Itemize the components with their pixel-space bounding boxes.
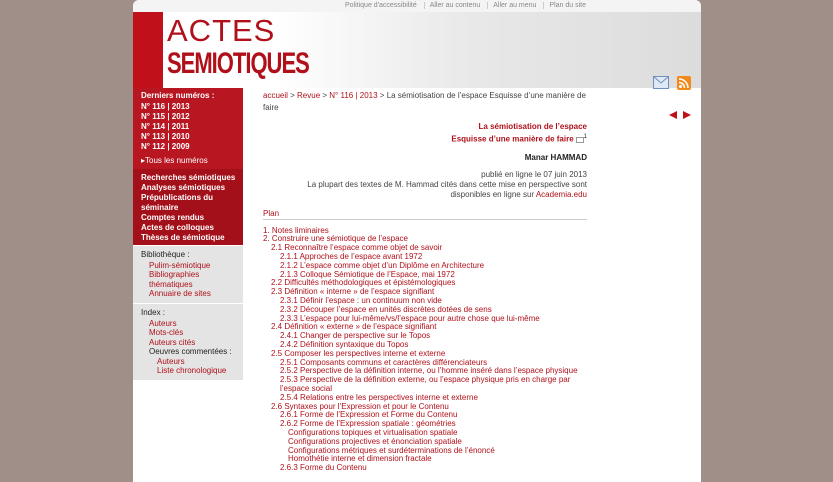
breadcrumb-sep: > xyxy=(377,91,387,100)
main-content xyxy=(263,88,587,473)
toc-item[interactable]: 2.1.3 Colloque Sémiotique de l’Espace, mai 1972 xyxy=(280,269,455,279)
page-container xyxy=(133,0,701,482)
toc-item[interactable]: 2.2 Difficultés méthodologiques et épistémologiques xyxy=(271,278,456,288)
top-navigation xyxy=(133,0,701,12)
toc-item[interactable]: 2.6.2 Forme de l’Expression spatiale : géométries xyxy=(280,419,456,429)
footnote-number[interactable]: 1 xyxy=(583,134,587,140)
toc-item[interactable]: Configurations métriques et surdéterminations de l’énoncé xyxy=(288,445,495,455)
sidebar-link-pulim[interactable]: Pulim-sémiotique xyxy=(149,260,211,270)
toc-item[interactable]: 2.3.2 Découper l’espace en unités discrètes dotées de sens xyxy=(280,304,492,314)
toc-item[interactable]: 2.5.4 Relations entre les perspectives interne et externe xyxy=(280,392,478,402)
all-numbers-link[interactable]: ▸Tous les numéros xyxy=(141,155,208,165)
sidebar-item-113[interactable]: N° 113 | 2010 xyxy=(141,131,190,141)
sitemap-link[interactable]: Plan du site xyxy=(543,2,591,9)
article-note-line1: La plupart des textes de M. Hammad cités dans cette mise en perspective sont xyxy=(307,179,587,189)
logo-title-semiotiques[interactable]: SEMIOTIQUES xyxy=(167,46,309,80)
sidebar-link-bibliographies[interactable]: Bibliographies thématiques xyxy=(149,270,200,289)
toc-item[interactable]: 2.3.1 Définir l’espace : un continuum non vide xyxy=(280,296,442,306)
accessibility-link[interactable]: Politique d'accessibilité xyxy=(344,2,417,9)
logo-red-band xyxy=(133,12,163,88)
toc-item[interactable]: 2.1.2 L’espace comme objet d’un Diplôme en Architecture xyxy=(280,260,485,270)
sidebar-index-block xyxy=(133,303,243,380)
mail-icon[interactable] xyxy=(653,76,669,90)
header-icons xyxy=(647,76,693,90)
breadcrumb-accueil[interactable]: accueil xyxy=(263,91,288,100)
breadcrumb-number[interactable]: N° 116 | 2013 xyxy=(329,91,378,100)
biblio-heading: Bibliothèque : xyxy=(141,249,190,259)
toc-item[interactable]: 2.1 Reconnaître l’espace comme objet de savoir xyxy=(271,243,443,253)
toc-item[interactable]: Configurations projectives et énonciation spatiale xyxy=(288,436,462,446)
toc-item[interactable]: Homothétie interne et dimension fractale xyxy=(288,454,432,464)
prev-arrow-icon[interactable] xyxy=(668,110,678,122)
toc-item[interactable]: 2.5.1 Composants communs et caractères différenciateurs xyxy=(280,357,488,367)
academia-link[interactable]: Academia.edu xyxy=(535,189,587,199)
sidebar-link-oeuvres-auteurs[interactable]: Auteurs xyxy=(157,356,185,366)
skip-to-menu-link[interactable]: Aller au menu xyxy=(487,2,541,9)
article-author: Manar HAMMAD xyxy=(524,152,587,162)
toc-item[interactable]: Configurations topiques et virtualisation spatiale xyxy=(288,427,458,437)
toc-item[interactable]: 2.4.1 Changer de perspective sur le Topos xyxy=(280,331,431,341)
article-navigation xyxy=(668,110,692,122)
toc-item[interactable]: 2.3 Définition « interne » de l’espace signifiant xyxy=(271,287,435,297)
breadcrumb-current: La sémiotisation de l’espace Esquisse d’une manière de faire xyxy=(263,91,586,112)
toc-item[interactable]: 2.4 Définition « externe » de l’espace signifiant xyxy=(271,322,437,332)
sidebar xyxy=(133,88,243,380)
sidebar-item-comptes-rendus[interactable]: Comptes rendus xyxy=(141,213,205,223)
article-note-line2 xyxy=(263,190,587,200)
sidebar-item-116[interactable]: N° 116 | 2013 xyxy=(141,102,190,111)
sidebar-link-auteurs[interactable]: Auteurs xyxy=(149,318,177,328)
sidebar-item-analyses[interactable]: Analyses sémiotiques xyxy=(141,183,226,193)
sidebar-link-annuaire[interactable]: Annuaire de sites xyxy=(149,289,211,299)
table-of-contents xyxy=(263,227,587,473)
sidebar-numbers-block xyxy=(133,88,243,169)
breadcrumb-revue[interactable]: Revue xyxy=(297,91,321,100)
sidebar-item-theses[interactable]: Thèses de sémiotique xyxy=(141,232,225,242)
oeuvres-heading: Oeuvres commentées : xyxy=(149,347,232,357)
plan-heading: Plan xyxy=(263,209,587,220)
sidebar-item-115[interactable]: N° 115 | 2012 xyxy=(141,111,190,121)
site-header xyxy=(133,12,701,88)
toc-item[interactable]: 2.5.3 Perspective de la définition externe, ou l’espace physique pris en charge par l’espace social xyxy=(280,375,571,393)
sidebar-item-prepublications[interactable]: Prépublications du séminaire xyxy=(141,193,214,213)
sidebar-item-112[interactable]: N° 112 | 2009 xyxy=(141,141,190,151)
footnote-icon[interactable] xyxy=(576,137,584,143)
toc-item[interactable]: 2.6.1 Forme de l’Expression et Forme du Contenu xyxy=(280,410,458,420)
skip-to-content-link[interactable]: Aller au contenu xyxy=(424,2,486,9)
sidebar-sections-block xyxy=(133,169,243,244)
toc-item[interactable]: 2.6 Syntaxes pour l’Expression et pour le Contenu xyxy=(271,401,449,411)
toc-item[interactable]: 1. Notes liminaires xyxy=(263,225,329,235)
logo-title-actes[interactable]: ACTES xyxy=(167,13,276,48)
breadcrumb xyxy=(263,90,587,114)
breadcrumb-sep: > xyxy=(287,91,298,100)
breadcrumb-sep: > xyxy=(320,91,330,100)
toc-item[interactable]: 2.5.2 Perspective de la définition interne, ou l’homme inséré dans l’espace physique xyxy=(280,366,578,376)
article-title-line1: La sémiotisation de l’espace xyxy=(478,122,587,131)
toc-item[interactable]: 2.1.1 Approches de l’espace avant 1972 xyxy=(280,252,423,262)
sidebar-link-auteurs-cites[interactable]: Auteurs cités xyxy=(149,337,196,347)
sidebar-item-recherches[interactable]: Recherches sémiotiques xyxy=(141,173,236,183)
index-heading: Index : xyxy=(141,307,166,317)
toc-item[interactable]: 2.3.3 L’espace pour lui-même/vs/l’espace pour autre chose que lui-même xyxy=(280,313,540,323)
sidebar-item-114[interactable]: N° 114 | 2011 xyxy=(141,121,190,131)
rss-icon[interactable] xyxy=(677,76,693,90)
sidebar-link-liste-chronologique[interactable]: Liste chronologique xyxy=(157,366,227,376)
article-header xyxy=(263,122,587,200)
article-note-text: disponibles en ligne sur xyxy=(450,189,536,199)
sidebar-link-mots-cles[interactable]: Mots-clés xyxy=(149,328,184,338)
next-arrow-icon[interactable] xyxy=(682,110,692,122)
publication-date: publié en ligne le 07 juin 2013 xyxy=(481,169,587,179)
toc-item[interactable]: 2. Construire une sémiotique de l’espace xyxy=(263,234,408,244)
toc-item[interactable]: 2.5 Composer les perspectives interne et externe xyxy=(271,348,446,358)
article-title-line2 xyxy=(263,132,587,145)
toc-item[interactable]: 2.6.3 Forme du Contenu xyxy=(280,463,367,473)
sidebar-item-actes-colloques[interactable]: Actes de colloques xyxy=(141,222,214,232)
article-title-text: Esquisse d’une manière de faire xyxy=(451,134,574,144)
numbers-heading: Derniers numéros : xyxy=(141,91,215,100)
toc-item[interactable]: 2.4.2 Définition syntaxique du Topos xyxy=(280,340,409,350)
sidebar-biblio-block xyxy=(133,245,243,303)
